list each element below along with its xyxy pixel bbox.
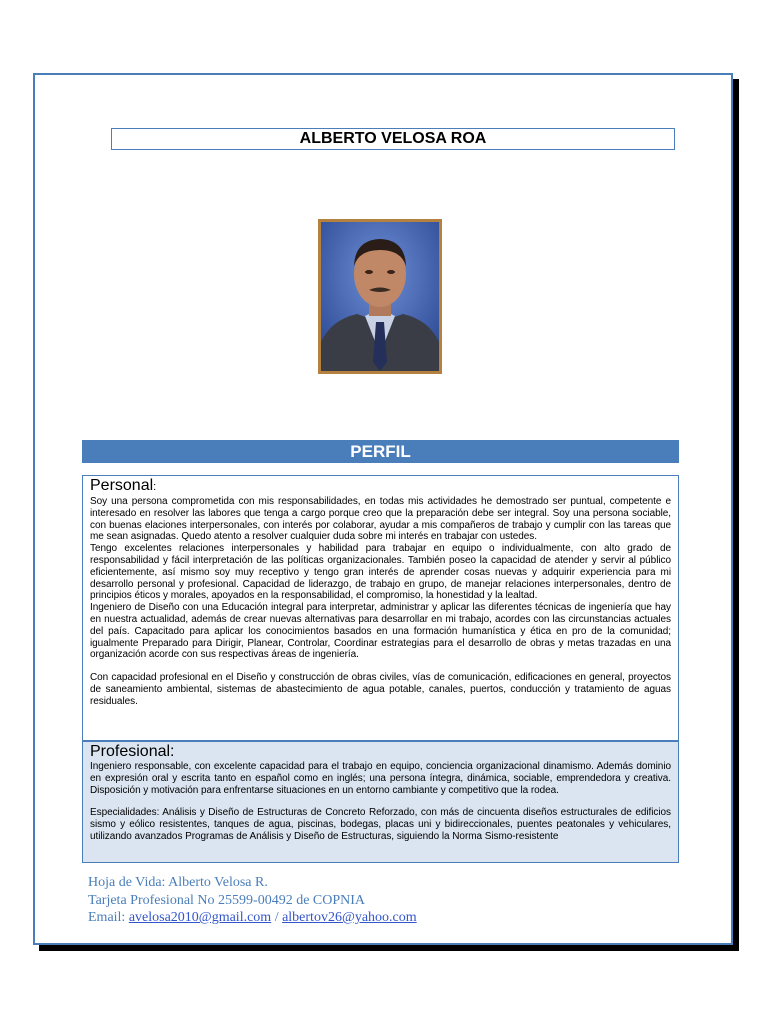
profesional-paragraph: Especialidades: Análisis y Diseño de Estructuras de Concreto Reforzado, con más de cincuenta diseños estructurales de edificios sismo y eólico resistentes, tanques de agua, piscinas, bodegas, placas uni y bidireccionales, puentes peatonales y vehiculares, utilizando avanzados Programas de Análisis y Diseño de Estructuras, siguiendo la Norma Sismo-resistente — [90, 807, 671, 842]
personal-paragraph: Con capacidad profesional en el Diseño y construcción de obras civiles, vías de comunicación, edificaciones en general, proyectos de saneamiento ambiental, sistemas de abastecimiento de agua potable, canales, puertos, conducción y tratamiento de aguas residuales. — [90, 672, 671, 707]
email-label: Email: — [88, 910, 129, 925]
personal-section — [82, 475, 679, 741]
personal-heading-colon: : — [153, 481, 157, 493]
email-separator: / — [271, 910, 283, 925]
profile-photo — [318, 219, 442, 374]
personal-heading-text: Personal — [90, 477, 154, 494]
paragraph-spacer — [90, 661, 671, 672]
footer-email-line — [88, 909, 648, 927]
profesional-paragraph: Ingeniero responsable, con excelente capacidad para el trabajo en equipo, conciencia organizacional dinamismo. Además dominio en expresión oral y escrita tanto en español como en inglés; una persona íntegra, dinámica, sociable, emprendedora y creativa. Disposición y motivación para enfrentarse situaciones en un entorno cambiante y competitivo que la rodea. — [90, 761, 671, 796]
personal-heading — [90, 477, 671, 496]
email-link-gmail[interactable]: avelosa2010@gmail.com — [128, 910, 272, 925]
email-link-yahoo[interactable]: albertov26@yahoo.com — [282, 910, 417, 925]
personal-paragraph: Tengo excelentes relaciones interpersonales y habilidad para trabajar en equipo o individualmente, con alto grado de responsabilidad y fácil interpretación de las políticas organizacionales. También poseo la capacidad de atender y servir al público eficientemente, así mismo soy muy receptivo y tengo gran interés de aprender cosas nuevas y adquirir experiencia para mi desarrollo personal y profesional. Capacidad de liderazgo, de trabajo en grupo, de manejar relaciones interpersonales, dentro de principios éticos y morales, apoyados en la responsabilidad, el compromiso, la honestidad y la lealtad. — [90, 543, 671, 602]
footer-cv-line: Hoja de Vida: Alberto Velosa R. — [88, 875, 268, 890]
personal-paragraph: Soy una persona comprometida con mis responsabilidades, en todas mis actividades he demostrado ser puntual, competente e interesado en resolver las labores que tenga a cargo porque creo que la preparación debe ser integral. Soy una persona sociable, con buenas elaciones interpersonales, con interés por colaborar, ayudar a mis compañeros de trabajo y cumplir con las tareas que me sean asignadas. Quedo atento a resolver cualquier duda sobre mi interés en trabajar con ustedes. — [90, 496, 671, 543]
footer — [88, 874, 648, 927]
perfil-banner: PERFIL — [82, 440, 679, 463]
profesional-heading: Profesional: — [90, 743, 175, 760]
profesional-section — [82, 741, 679, 863]
portrait-image — [321, 222, 439, 371]
candidate-name: ALBERTO VELOSA ROA — [111, 128, 675, 150]
footer-license-line: Tarjeta Profesional No 25599-00492 de COPNIA — [88, 892, 366, 908]
paragraph-spacer — [90, 796, 671, 807]
personal-paragraph: Ingeniero de Diseño con una Educación integral para interpretar, administrar y aplicar las diferentes técnicas de ingeniería que hay en nuestra actualidad, además de crear nuevas alternativas para desarrollar en mi trabajo, acordes con las circunstancias actuales del país. Capacitado para aplicar los conocimientos basados en una formación humanística y ética en pro de la comunidad; igualmente Preparado para Dirigir, Planear, Controlar, Coordinar estrategias para el desarrollo de obras y metas trazadas en una organización acorde con sus respectivas áreas de ingeniería. — [90, 602, 671, 661]
